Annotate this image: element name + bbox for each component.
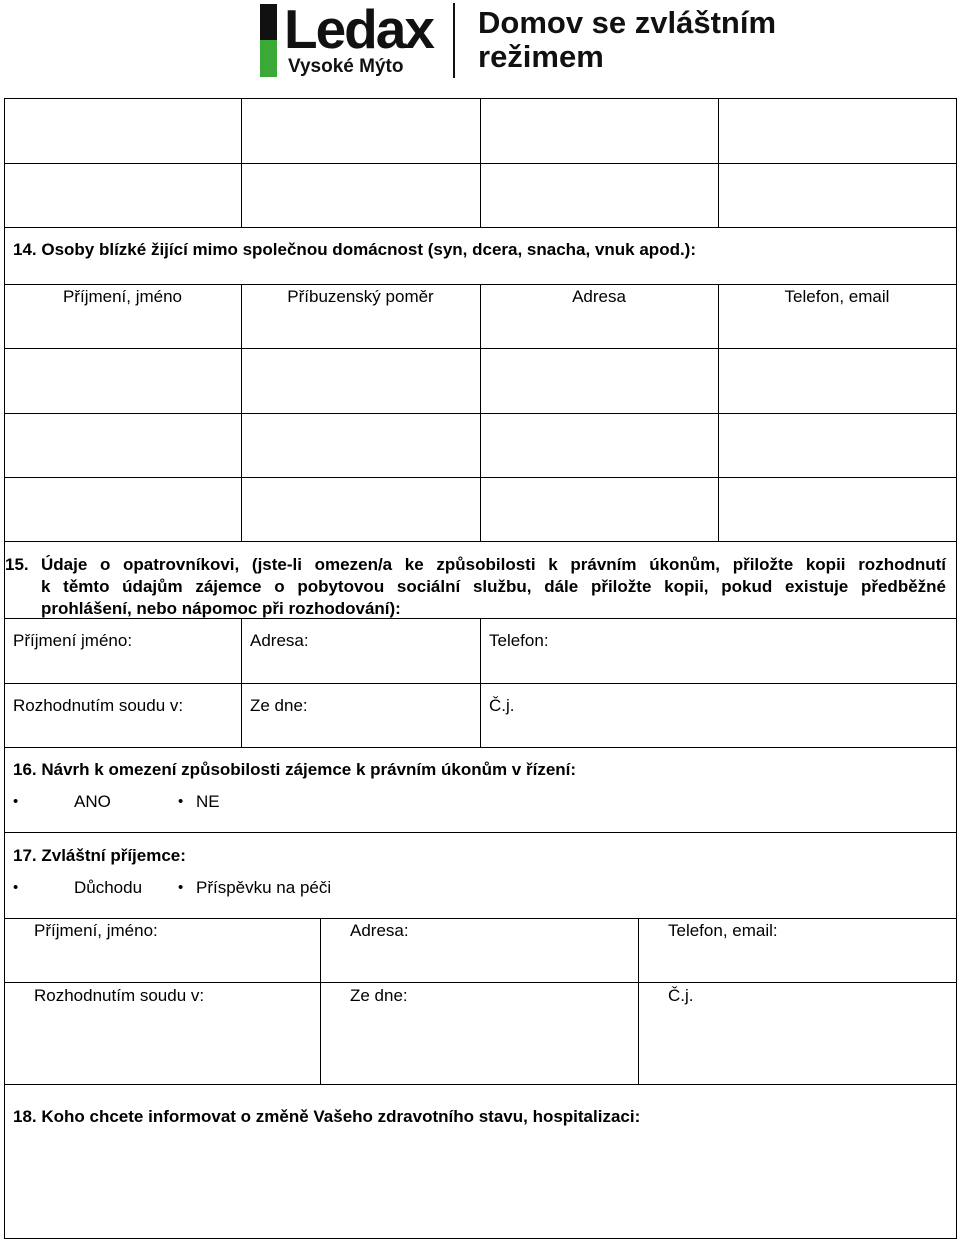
section-15-heading-line3: prohlášení, nebo nápomoc při rozhodování):	[41, 599, 401, 618]
recipient-date-label: Ze dne:	[350, 986, 408, 1005]
row-line	[4, 982, 957, 983]
bullet-icon: •	[178, 793, 184, 810]
border-left	[4, 98, 5, 1239]
border-bottom	[4, 1238, 957, 1239]
section-15-heading-line2: k těmto údajům zájemce o pobytovou sociální službu, dále přiložte kopii, pokud existuje předběžné	[41, 577, 946, 596]
header-divider	[453, 3, 455, 78]
col-line	[718, 284, 719, 542]
guardian-date-label: Ze dne:	[250, 696, 308, 715]
recipient-name-label: Příjmení, jméno:	[34, 921, 158, 940]
logo-brand: Ledax	[284, 0, 433, 60]
option-ne[interactable]: NE	[196, 792, 220, 811]
col-line	[638, 918, 639, 1085]
col-line	[480, 98, 481, 228]
option-ano[interactable]: ANO	[74, 792, 111, 811]
guardian-court-label: Rozhodnutím soudu v:	[13, 696, 184, 715]
col-line	[241, 284, 242, 542]
recipient-address-label: Adresa:	[350, 921, 409, 940]
section-16-heading: 16. Návrh k omezení způsobilosti zájemce k právním úkonům v řízení:	[13, 760, 577, 779]
guardian-phone-label: Telefon:	[489, 631, 549, 650]
option-duchod[interactable]: Důchodu	[74, 878, 143, 897]
col-line	[320, 918, 321, 1085]
bullet-icon: •	[13, 793, 19, 810]
row-line	[4, 918, 957, 919]
column-header-name: Příjmení, jméno	[62, 287, 183, 306]
header-title-line2: režimem	[478, 39, 604, 74]
header-title-line1: Domov se zvláštním	[478, 5, 777, 40]
option-prispevek-na-peci[interactable]: Příspěvku na péči	[196, 878, 332, 897]
logo-subtitle: Vysoké Mýto	[288, 56, 404, 77]
row-line	[4, 1084, 957, 1085]
column-header-address: Adresa	[572, 287, 626, 306]
recipient-ref-label: Č.j.	[668, 986, 694, 1005]
bullet-icon: •	[13, 879, 19, 896]
col-line	[241, 618, 242, 748]
col-line	[480, 618, 481, 748]
logo-bar-green	[260, 40, 277, 77]
section-17-heading: 17. Zvláštní příjemce:	[13, 846, 186, 865]
logo-bar-dark	[260, 4, 277, 40]
guardian-ref-label: Č.j.	[489, 696, 515, 715]
bullet-icon: •	[178, 879, 184, 896]
guardian-address-label: Adresa:	[250, 631, 309, 650]
row-line	[4, 832, 957, 833]
col-line	[480, 284, 481, 542]
column-header-relation: Příbuzenský poměr	[287, 287, 434, 306]
border-right	[956, 98, 957, 1239]
section-15-number: 15.	[5, 555, 29, 574]
guardian-name-label: Příjmení jméno:	[13, 631, 133, 650]
col-line	[718, 98, 719, 228]
col-line	[241, 98, 242, 228]
section-14-heading: 14. Osoby blízké žijící mimo společnou domácnost (syn, dcera, snacha, vnuk apod.):	[13, 240, 697, 259]
recipient-phone-label: Telefon, email:	[668, 921, 778, 940]
recipient-court-label: Rozhodnutím soudu v:	[34, 986, 205, 1005]
section-18-heading: 18. Koho chcete informovat o změně Vašeho zdravotního stavu, hospitalizaci:	[13, 1107, 641, 1126]
section-15-heading-line1: Údaje o opatrovníkovi, (jste-li omezen/a ke způsobilosti k právním úkonům, přiložte kopii rozhodnutí	[41, 555, 946, 574]
column-header-phone-email: Telefon, email	[784, 287, 890, 306]
